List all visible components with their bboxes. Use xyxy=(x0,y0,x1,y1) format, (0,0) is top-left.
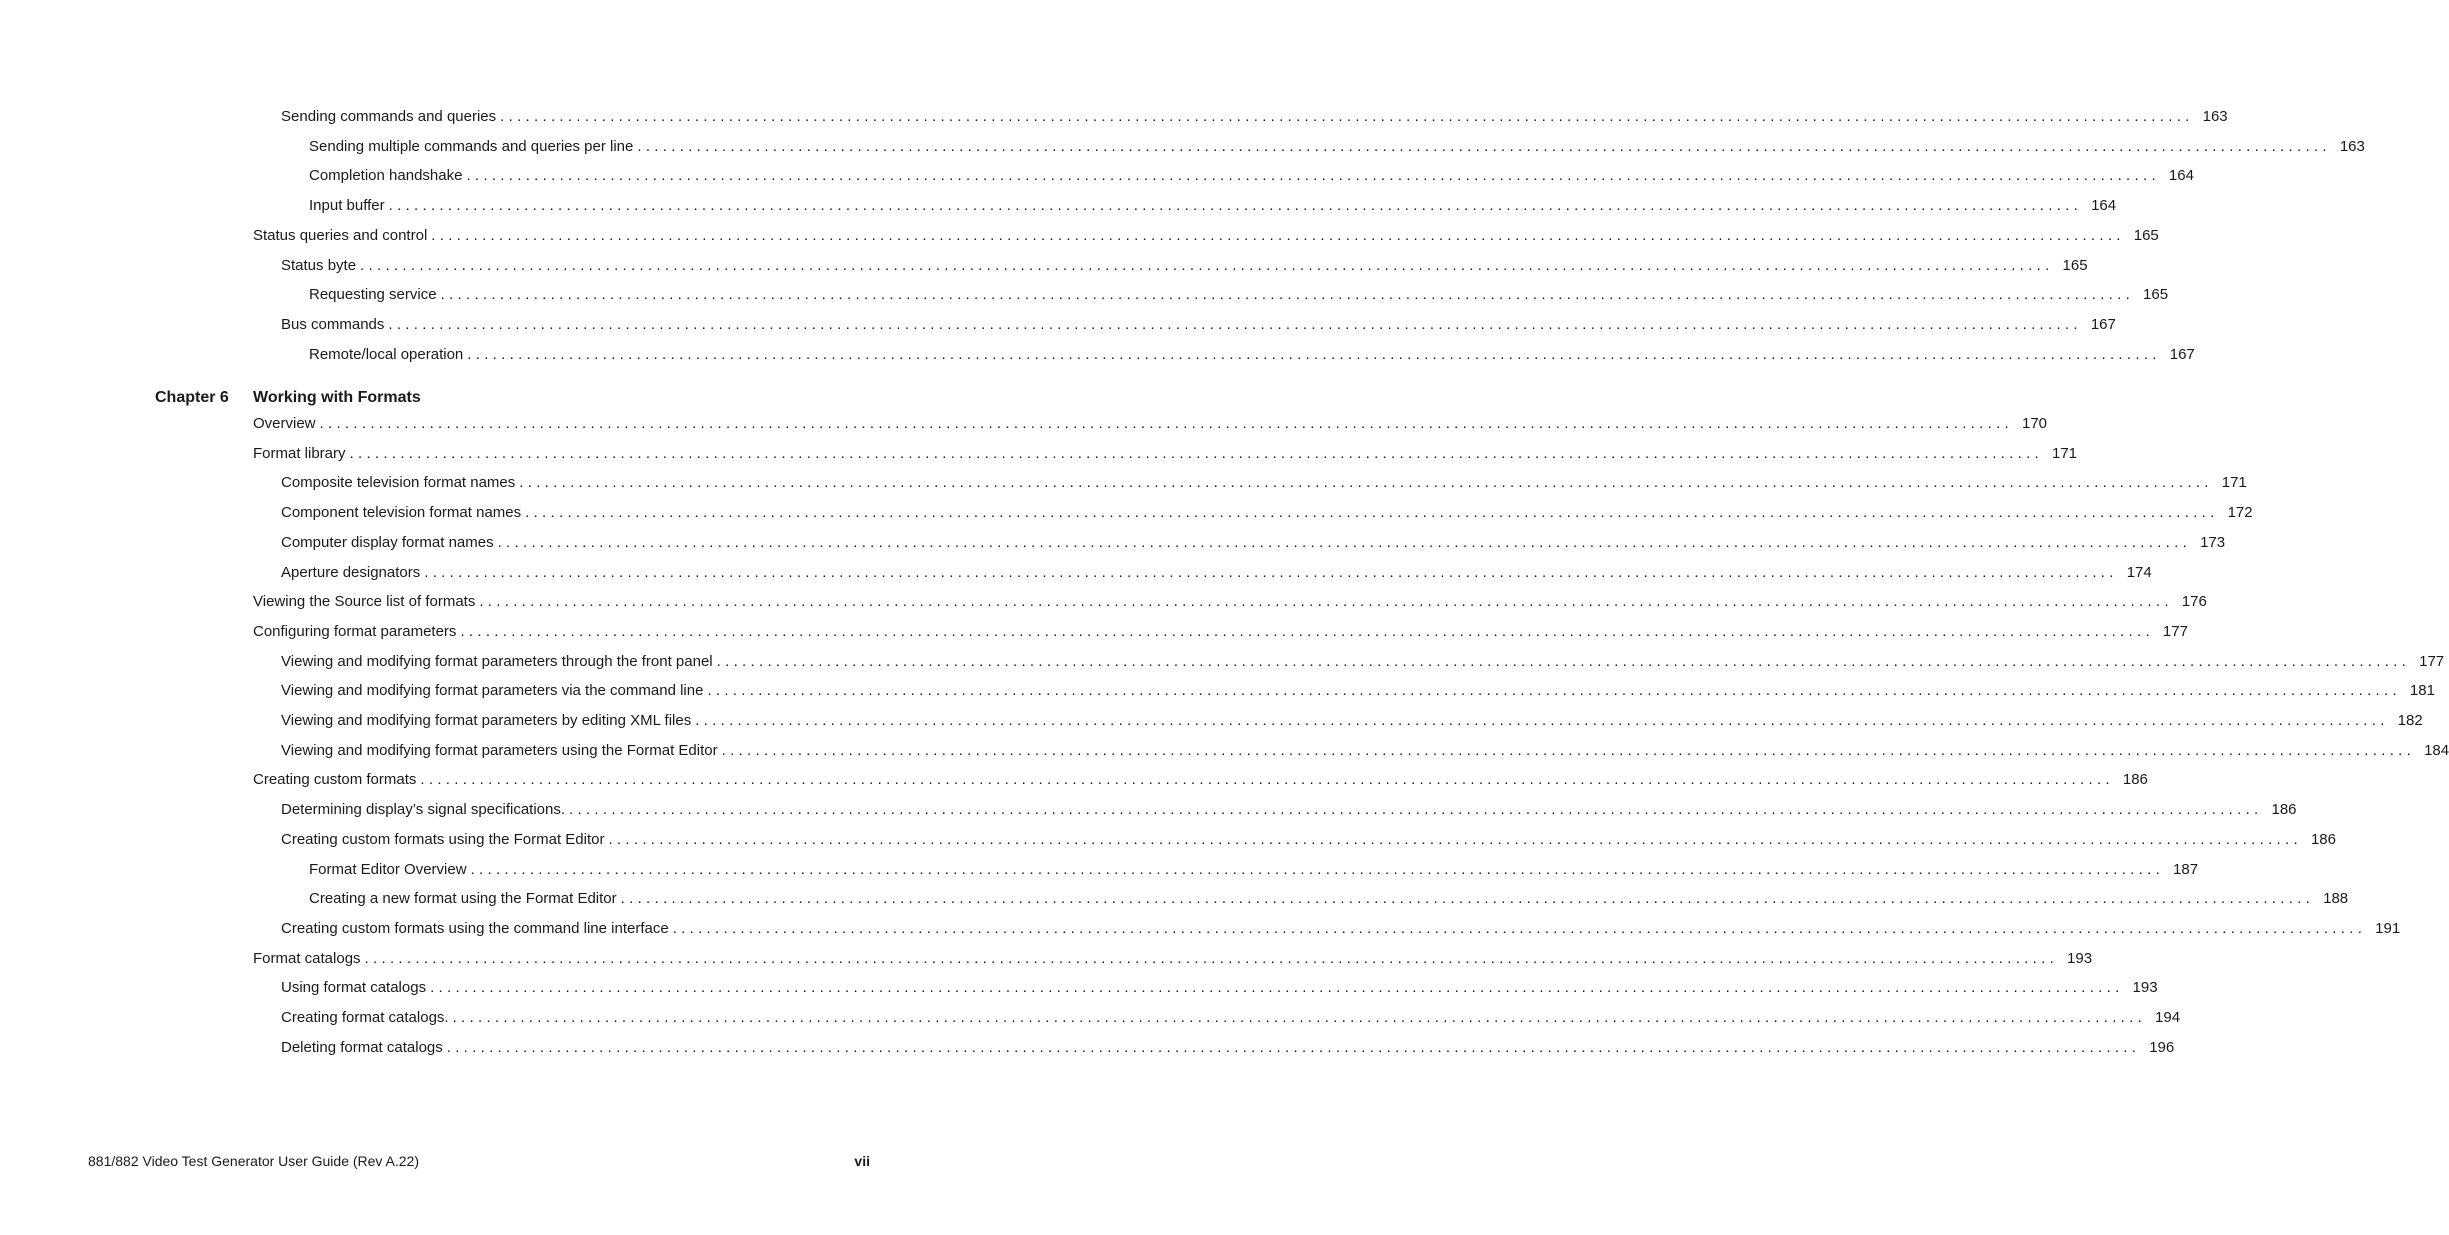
toc-dot-leader: ........................................................................................................................................................................................................ xyxy=(637,137,2331,155)
toc-entry[interactable] xyxy=(253,622,2188,641)
page-footer xyxy=(88,1152,870,1170)
toc-dot-leader: ........................................................................................................................................................................................................ xyxy=(608,830,2302,848)
toc-entry[interactable] xyxy=(309,167,2194,185)
toc-entry-title: Creating a new format using the Format Editor xyxy=(309,890,617,908)
footer-page-number: vii xyxy=(854,1153,870,1169)
toc-entry-page: 191 xyxy=(2375,919,2401,937)
toc-dot-leader: ........................................................................................................................................................................................................ xyxy=(716,652,2411,670)
toc-entry[interactable] xyxy=(281,830,2336,849)
toc-dot-leader: ........................................................................................................................................................................................................ xyxy=(466,167,2160,185)
toc-dot-leader: ........................................................................................................................................................................................................ xyxy=(620,890,2315,908)
toc-dot-leader: ........................................................................................................................................................................................................ xyxy=(430,979,2124,997)
toc-entry-title: Composite television format names xyxy=(281,474,516,492)
toc-entry-page: 171 xyxy=(2221,474,2247,492)
toc-entry-page: 186 xyxy=(2310,830,2336,848)
toc-entry-page: 187 xyxy=(2173,860,2199,878)
toc-entry-title: Overview xyxy=(253,415,316,432)
toc-entry-page: 188 xyxy=(2323,890,2349,908)
toc-entry[interactable] xyxy=(281,801,2297,819)
toc-entry-title: Sending commands and queries xyxy=(281,108,497,125)
toc-entry[interactable] xyxy=(281,1038,2175,1057)
chapter-heading xyxy=(155,388,421,408)
toc-entry-page: 164 xyxy=(2091,197,2117,215)
toc-entry[interactable] xyxy=(309,286,2169,304)
toc-entry-page: 163 xyxy=(2339,137,2365,155)
toc-entry-title: Creating format catalogs. xyxy=(281,1009,449,1026)
toc-entry-title: Deleting format catalogs xyxy=(281,1038,443,1056)
toc-dot-leader: ........................................................................................................................................................................................................ xyxy=(360,256,2054,274)
toc-dot-leader: ........................................................................................................................................................................................................ xyxy=(707,682,2401,700)
toc-entry-title: Creating custom formats using the command line interface xyxy=(281,919,669,937)
toc-entry[interactable] xyxy=(281,474,2247,492)
toc-dot-leader: ........................................................................................................................................................................................................ xyxy=(388,315,2082,333)
toc-entry[interactable] xyxy=(253,444,2078,463)
toc-entry-title: Sending multiple commands and queries per line xyxy=(309,137,634,155)
toc-entry[interactable] xyxy=(309,890,2349,908)
toc-entry-page: 164 xyxy=(2168,167,2194,185)
toc-entry-title: Component television format names xyxy=(281,504,522,522)
toc-dot-leader: ........................................................................................................................................................................................................ xyxy=(440,286,2135,304)
toc-entry-title: Determining display’s signal specifications. xyxy=(281,801,566,819)
toc-entry[interactable] xyxy=(281,315,2116,334)
toc-dot-leader: ........................................................................................................................................................................................................ xyxy=(424,563,2118,581)
toc-entry[interactable] xyxy=(281,712,2423,730)
toc-entry[interactable] xyxy=(253,949,2093,968)
toc-dot-leader: ........................................................................................................................................................................................................ xyxy=(695,712,2389,729)
toc-entry[interactable] xyxy=(309,860,2199,879)
toc-entry[interactable] xyxy=(281,682,2435,700)
toc-entry-page: 181 xyxy=(2409,682,2435,700)
toc-dot-leader: ........................................................................................................................................................................................................ xyxy=(364,949,2059,967)
toc-entry[interactable] xyxy=(281,563,2152,582)
toc-entry-title: Creating custom formats xyxy=(253,771,417,789)
toc-dot-leader: ........................................................................................................................................................................................................ xyxy=(569,801,2263,819)
toc-entry[interactable] xyxy=(253,771,2148,789)
toc-entry-title: Viewing and modifying format parameters through the front panel xyxy=(281,652,713,670)
toc-entry-title: Input buffer xyxy=(309,197,385,215)
toc-entry-title: Viewing and modifying format parameters via the command line xyxy=(281,682,704,700)
toc-entry-page: 194 xyxy=(2155,1009,2181,1026)
footer-document-title: 881/882 Video Test Generator User Guide (Rev A.22) xyxy=(88,1153,420,1169)
toc-entry-page: 176 xyxy=(2181,593,2207,611)
toc-entry-title: Requesting service xyxy=(309,286,437,304)
toc-dot-leader: ........................................................................................................................................................................................................ xyxy=(470,860,2165,878)
toc-entry[interactable] xyxy=(281,108,2228,126)
toc-entry-title: Computer display format names xyxy=(281,533,494,551)
toc-entry[interactable] xyxy=(253,226,2159,245)
toc-entry[interactable] xyxy=(281,504,2253,522)
toc-entry-page: 170 xyxy=(2021,415,2048,432)
toc-entry-title: Status queries and control xyxy=(253,226,428,244)
toc-entry[interactable] xyxy=(253,593,2207,611)
toc-entry-page: 165 xyxy=(2133,226,2159,244)
toc-entry-title: Using format catalogs xyxy=(281,979,427,997)
toc-entry-title: Format library xyxy=(253,444,346,462)
toc-entry-title: Creating custom formats using the Format Editor xyxy=(281,830,605,848)
toc-entry-title: Format Editor Overview xyxy=(309,860,467,878)
chapter-title: Working with Formats xyxy=(253,389,421,406)
toc-dot-leader: ........................................................................................................................................................................................................ xyxy=(497,533,2192,551)
toc-entry-title: Remote/local operation xyxy=(309,345,464,363)
toc-entry-page: 177 xyxy=(2162,622,2188,640)
toc-entry-page: 186 xyxy=(2271,801,2297,819)
toc-entry-page: 167 xyxy=(2090,315,2116,333)
toc-dot-leader: ........................................................................................................................................................................................................ xyxy=(479,593,2173,611)
toc-entry-page: 193 xyxy=(2132,979,2158,997)
toc-dot-leader: ........................................................................................................................................................................................................ xyxy=(672,919,2367,937)
toc-dot-leader: ........................................................................................................................................................................................................ xyxy=(431,226,2125,244)
toc-dot-leader: ........................................................................................................................................................................................................ xyxy=(525,504,2219,522)
toc-entry-page: 174 xyxy=(2126,563,2152,581)
toc-entry-page: 173 xyxy=(2200,533,2226,551)
chapter-label: Chapter 6 xyxy=(155,389,229,406)
toc-entry-title: Status byte xyxy=(281,256,357,274)
toc-dot-leader: ........................................................................................................................................................................................................ xyxy=(460,622,2154,640)
toc-entry-title: Configuring format parameters xyxy=(253,622,457,640)
toc-dot-leader: ........................................................................................................................................................................................................ xyxy=(500,108,2194,125)
toc-entry-page: 167 xyxy=(2169,345,2195,363)
toc-entry-page: 165 xyxy=(2062,256,2088,274)
toc-entry-title: Viewing the Source list of formats xyxy=(253,593,476,611)
toc-entry-title: Completion handshake xyxy=(309,167,463,185)
toc-entry-page: 171 xyxy=(2051,444,2078,462)
toc-dot-leader: ........................................................................................................................................................................................................ xyxy=(467,345,2161,363)
toc-dot-leader: ........................................................................................................................................................................................................ xyxy=(349,444,2044,462)
toc-entry-page: 184 xyxy=(2424,741,2449,759)
toc-dot-leader: ........................................................................................................................................................................................................ xyxy=(388,197,2083,215)
toc-entry[interactable] xyxy=(281,1009,2181,1027)
toc-entry-page: 186 xyxy=(2122,771,2148,789)
toc-entry[interactable] xyxy=(309,345,2195,364)
toc-entry[interactable] xyxy=(253,415,2048,433)
toc-entry-page: 172 xyxy=(2227,504,2253,522)
toc-entry-title: Viewing and modifying format parameters by editing XML files xyxy=(281,712,692,729)
toc-entry-page: 182 xyxy=(2397,712,2423,729)
toc-entry-page: 193 xyxy=(2067,949,2093,967)
toc-entry[interactable] xyxy=(281,741,2449,760)
toc-entry-title: Bus commands xyxy=(281,315,385,333)
toc-entry-title: Format catalogs xyxy=(253,949,361,967)
toc-dot-leader: ........................................................................................................................................................................................................ xyxy=(446,1038,2141,1056)
toc-dot-leader: ........................................................................................................................................................................................................ xyxy=(420,771,2114,789)
toc-entry-page: 163 xyxy=(2202,108,2228,125)
toc-entry[interactable] xyxy=(309,137,2365,156)
toc-entry-page: 196 xyxy=(2149,1038,2175,1056)
toc-entry-title: Viewing and modifying format parameters using the Format Editor xyxy=(281,741,718,759)
toc-entry[interactable] xyxy=(281,533,2226,552)
toc-entry-page: 165 xyxy=(2143,286,2169,304)
toc-entry[interactable] xyxy=(309,197,2117,215)
toc-dot-leader: ........................................................................................................................................................................................................ xyxy=(452,1009,2147,1026)
toc-entry-title: Aperture designators xyxy=(281,563,421,581)
toc-dot-leader: ........................................................................................................................................................................................................ xyxy=(319,415,2014,432)
toc-entry[interactable] xyxy=(281,979,2158,997)
toc-entry-page: 177 xyxy=(2419,652,2445,670)
toc-dot-leader: ........................................................................................................................................................................................................ xyxy=(519,474,2213,492)
toc-dot-leader: ........................................................................................................................................................................................................ xyxy=(721,741,2416,759)
toc-entry[interactable] xyxy=(281,652,2445,671)
toc-entry[interactable] xyxy=(281,256,2088,275)
toc-entry[interactable] xyxy=(281,919,2401,938)
